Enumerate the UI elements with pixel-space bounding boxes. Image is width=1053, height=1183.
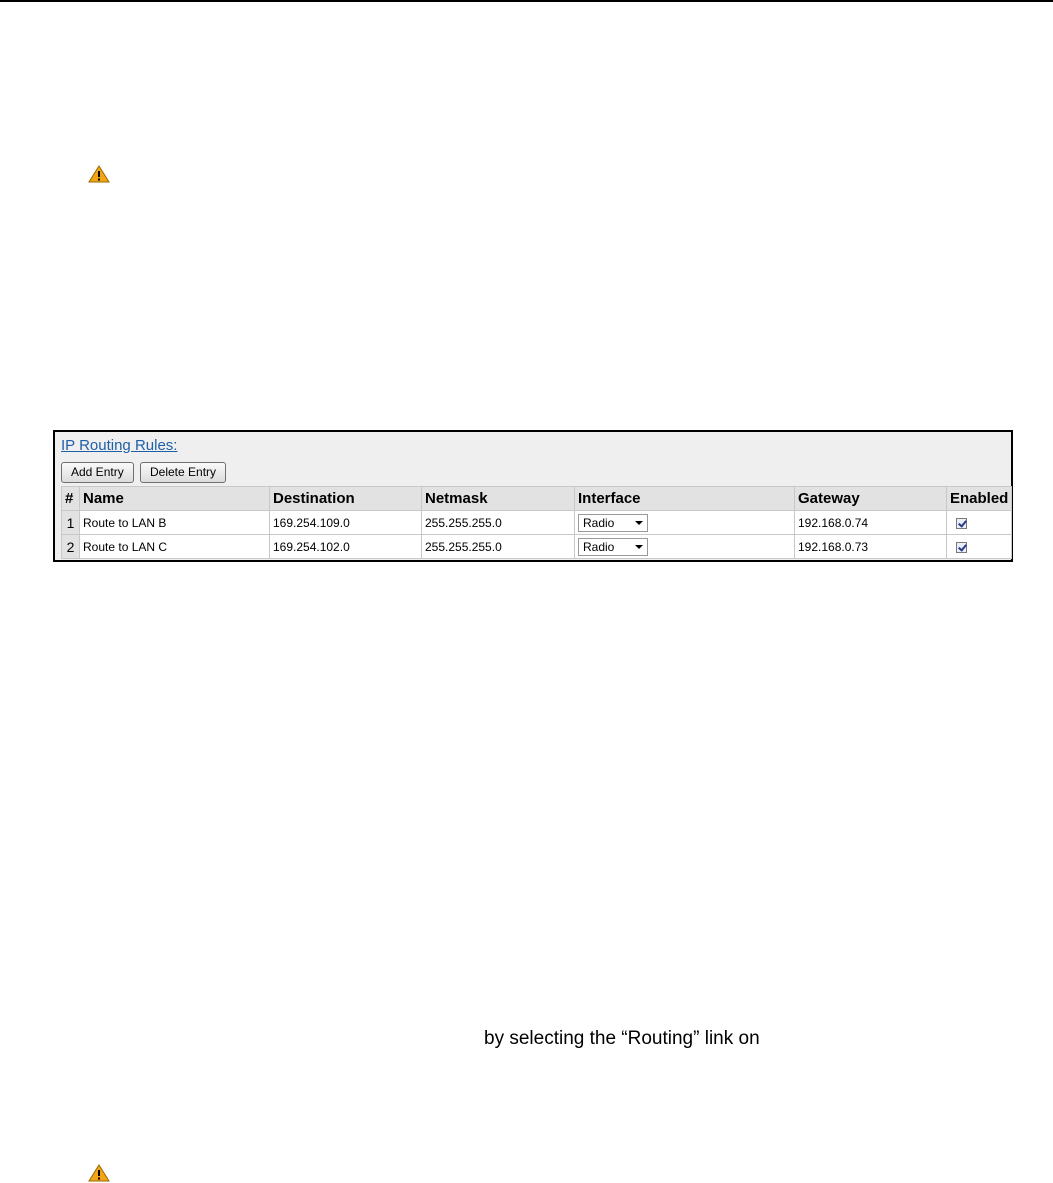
body-text: by selecting the “Routing” link on	[484, 1028, 760, 1049]
table-row	[62, 535, 1012, 559]
route-gateway[interactable]: 192.168.0.73	[795, 535, 947, 559]
route-name[interactable]: Route to LAN C	[80, 535, 270, 559]
header-netmask: Netmask	[422, 487, 575, 511]
header-enabled: Enabled	[947, 487, 1012, 511]
interface-select[interactable]	[578, 538, 648, 556]
route-netmask[interactable]: 255.255.255.0	[422, 535, 575, 559]
route-destination[interactable]: 169.254.102.0	[270, 535, 422, 559]
interface-cell	[575, 535, 795, 559]
header-name: Name	[80, 487, 270, 511]
ip-routing-panel	[53, 430, 1013, 562]
row-number: 2	[62, 535, 80, 559]
table-header-row	[62, 487, 1012, 511]
interface-select[interactable]	[578, 514, 648, 532]
table-row	[62, 511, 1012, 535]
warning-icon	[88, 165, 110, 183]
interface-cell	[575, 511, 795, 535]
enabled-cell	[947, 535, 1012, 559]
add-entry-button[interactable]: Add Entry	[61, 462, 134, 483]
route-gateway[interactable]: 192.168.0.74	[795, 511, 947, 535]
routing-table	[61, 486, 1012, 559]
header-interface: Interface	[575, 487, 795, 511]
panel-title-link[interactable]: IP Routing Rules:	[61, 437, 178, 454]
delete-entry-button[interactable]: Delete Entry	[140, 462, 226, 483]
route-name[interactable]: Route to LAN B	[80, 511, 270, 535]
top-rule	[0, 0, 1053, 2]
route-destination[interactable]: 169.254.109.0	[270, 511, 422, 535]
header-number: #	[62, 487, 80, 511]
row-number: 1	[62, 511, 80, 535]
header-destination: Destination	[270, 487, 422, 511]
interface-select-value: Radio	[583, 515, 615, 530]
chevron-down-icon	[635, 545, 643, 549]
header-gateway: Gateway	[795, 487, 947, 511]
chevron-down-icon	[635, 521, 643, 525]
enabled-checkbox[interactable]	[956, 518, 967, 529]
enabled-cell	[947, 511, 1012, 535]
route-netmask[interactable]: 255.255.255.0	[422, 511, 575, 535]
interface-select-value: Radio	[583, 539, 615, 554]
enabled-checkbox[interactable]	[956, 542, 967, 553]
warning-icon	[88, 1164, 110, 1182]
